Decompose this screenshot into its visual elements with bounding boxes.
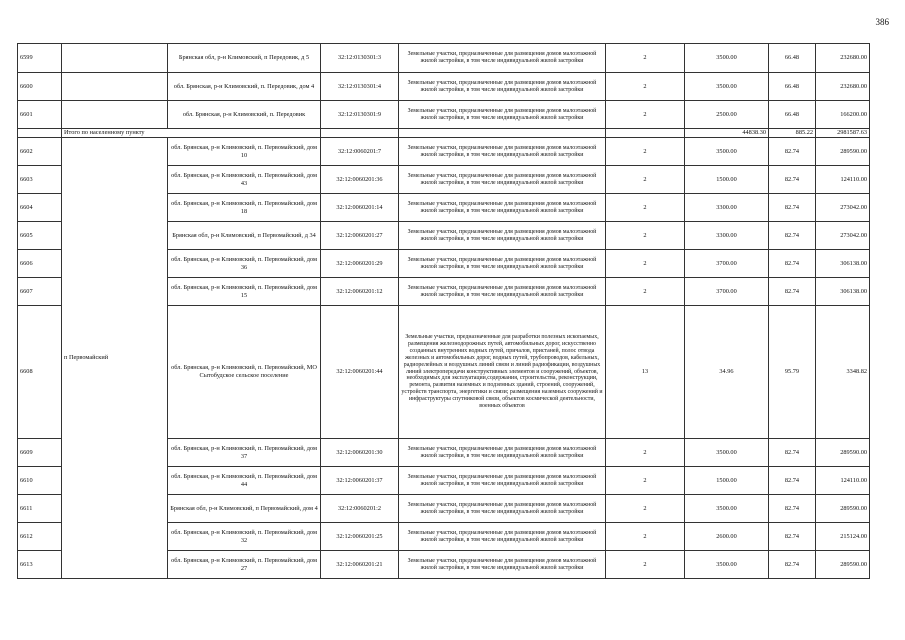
row-number: 6601 [18,101,62,129]
row-address: обл. Брянская, р-н Климовский, п. Первомайский, дом 18 [168,194,321,222]
row-rate: 82.74 [769,250,816,278]
row-area: 2600.00 [685,523,769,551]
row-area: 3500.00 [685,73,769,101]
row-cadastral-value: 215124.00 [816,523,870,551]
row-address: обл. Брянская, р-н Климовский, п. Первомайский, МО Сытобудское сельское поселение [168,306,321,439]
locality-name: п Первомайский [62,138,168,579]
empty-cell [62,73,168,101]
row-land-use: Земельные участки, предназначенные для размещения домов малоэтажной жилой застройки, в том числе индивидуальной жилой застройки [399,194,606,222]
row-category: 2 [606,250,685,278]
row-land-use: Земельные участки, предназначенные для размещения домов малоэтажной жилой застройки, в том числе индивидуальной жилой застройки [399,439,606,467]
row-category: 2 [606,44,685,73]
row-area: 3500.00 [685,551,769,579]
row-number: 6599 [18,44,62,73]
table-row [18,73,870,101]
row-address: обл. Брянская, р-н Климовский, п. Первомайский, дом 15 [168,278,321,306]
row-cadastral-number: 32:12:0130301:3 [321,44,399,73]
row-cadastral-value: 166200.00 [816,101,870,129]
row-land-use: Земельные участки, предназначенные для размещения домов малоэтажной жилой застройки, в том числе индивидуальной жилой застройки [399,101,606,129]
row-area: 3700.00 [685,278,769,306]
row-rate: 66.48 [769,73,816,101]
row-cadastral-number: 32:12:0060201:12 [321,278,399,306]
row-land-use: Земельные участки, предназначенные для размещения домов малоэтажной жилой застройки, в том числе индивидуальной жилой застройки [399,495,606,523]
row-number: 6611 [18,495,62,523]
rows-before-subtotal [18,44,870,129]
row-land-use: Земельные участки, предназначенные для размещения домов малоэтажной жилой застройки, в том числе индивидуальной жилой застройки [399,222,606,250]
row-rate: 66.48 [769,44,816,73]
row-address: обл. Брянская, р-н Климовский, п. Передовик, дом 4 [168,73,321,101]
row-cadastral-value: 124110.00 [816,467,870,495]
subtotal-section [18,129,870,138]
row-cadastral-value: 124110.00 [816,166,870,194]
row-rate: 82.74 [769,495,816,523]
row-address: обл. Брянская, р-н Климовский, п. Передовик [168,101,321,129]
row-rate: 82.74 [769,467,816,495]
rows-after-subtotal [18,138,870,579]
table-row [18,101,870,129]
row-cadastral-number: 32:12:0060201:7 [321,138,399,166]
row-cadastral-number: 32:12:0060201:21 [321,551,399,579]
row-land-use: Земельные участки, предназначенные для размещения домов малоэтажной жилой застройки, в том числе индивидуальной жилой застройки [399,44,606,73]
row-address: Брянская обл, р-н Климовский, п Первомайский, дом 4 [168,495,321,523]
subtotal-row [18,129,870,138]
row-category: 2 [606,222,685,250]
row-category: 2 [606,73,685,101]
row-rate: 66.48 [769,101,816,129]
row-cadastral-number: 32:12:0060201:25 [321,523,399,551]
row-area: 2500.00 [685,101,769,129]
empty-cell [62,44,168,73]
row-land-use: Земельные участки, предназначенные для размещения домов малоэтажной жилой застройки, в том числе индивидуальной жилой застройки [399,73,606,101]
row-category: 2 [606,551,685,579]
row-address: Брянская обл, р-н Климовский, п Передовик, д 5 [168,44,321,73]
row-address: обл. Брянская, р-н Климовский, п. Первомайский, дом 32 [168,523,321,551]
row-category: 2 [606,194,685,222]
subtotal-area: 44838.30 [685,129,769,138]
row-number: 6612 [18,523,62,551]
row-cadastral-value: 273042.00 [816,222,870,250]
row-cadastral-value: 289590.00 [816,495,870,523]
row-area: 3500.00 [685,439,769,467]
row-land-use: Земельные участки, предназначенные для разработки полезных ископаемых, размещения железнодорожных путей, автомобильных дорог, искусственно созданных внутренних водных путей, причалов, пристаней, полос отвода железных и автомобильных дорог, водных путей, трубопроводов, кабельных, радиорелейных и воздушных линий связи и линий радиофикации, воздушных линий электропередачи конструктивных элементов и сооружений, объектов, необходимых для эксплуатации,содержания, строительства, реконструкции, ремонта, развития наземных и подземных зданий, строений, сооружений, устройств транспорта, энергетики и связи; размещения наземных сооружений и инфраструктуры спутниковой связи, объектов космической деятельности, военных объектов [399,306,606,439]
row-land-use: Земельные участки, предназначенные для размещения домов малоэтажной жилой застройки, в том числе индивидуальной жилой застройки [399,278,606,306]
row-number: 6600 [18,73,62,101]
row-address: обл. Брянская, р-н Климовский, п. Первомайский, дом 10 [168,138,321,166]
row-land-use: Земельные участки, предназначенные для размещения домов малоэтажной жилой застройки, в том числе индивидуальной жилой застройки [399,551,606,579]
row-cadastral-value: 3348.82 [816,306,870,439]
row-rate: 82.74 [769,551,816,579]
row-address: обл. Брянская, р-н Климовский, п. Первомайский, дом 36 [168,250,321,278]
row-category: 2 [606,278,685,306]
row-rate: 82.74 [769,439,816,467]
row-area: 1500.00 [685,166,769,194]
row-cadastral-value: 232680.00 [816,44,870,73]
row-cadastral-number: 32:12:0060201:37 [321,467,399,495]
row-cadastral-number: 32:12:0060201:30 [321,439,399,467]
row-area: 1500.00 [685,467,769,495]
subtotal-empty-cell [321,129,399,138]
row-category: 2 [606,166,685,194]
row-area: 34.96 [685,306,769,439]
empty-cell [62,101,168,129]
row-area: 3500.00 [685,44,769,73]
row-area: 3500.00 [685,495,769,523]
row-rate: 82.74 [769,166,816,194]
row-cadastral-number: 32:12:0130301:9 [321,101,399,129]
row-cadastral-number: 32:12:0060201:27 [321,222,399,250]
row-land-use: Земельные участки, предназначенные для размещения домов малоэтажной жилой застройки, в том числе индивидуальной жилой застройки [399,250,606,278]
row-cadastral-value: 289590.00 [816,138,870,166]
row-cadastral-number: 32:12:0060201:29 [321,250,399,278]
row-address: обл. Брянская, р-н Климовский, п. Первомайский, дом 43 [168,166,321,194]
page-number: 386 [875,17,889,27]
row-category: 2 [606,523,685,551]
row-land-use: Земельные участки, предназначенные для размещения домов малоэтажной жилой застройки, в том числе индивидуальной жилой застройки [399,467,606,495]
cadastral-registry-table [17,43,870,579]
row-number: 6608 [18,306,62,439]
row-cadastral-number: 32:12:0060201:2 [321,495,399,523]
row-number: 6606 [18,250,62,278]
row-rate: 82.74 [769,138,816,166]
row-area: 3700.00 [685,250,769,278]
row-rate: 82.74 [769,523,816,551]
row-address: обл. Брянская, р-н Климовский, п. Первомайский, дом 44 [168,467,321,495]
row-area: 3300.00 [685,194,769,222]
row-number: 6602 [18,138,62,166]
row-category: 2 [606,439,685,467]
row-number: 6607 [18,278,62,306]
row-land-use: Земельные участки, предназначенные для размещения домов малоэтажной жилой застройки, в том числе индивидуальной жилой застройки [399,166,606,194]
row-category: 2 [606,495,685,523]
row-cadastral-value: 306138.00 [816,250,870,278]
row-category: 2 [606,467,685,495]
row-cadastral-value: 289590.00 [816,551,870,579]
row-rate: 82.74 [769,194,816,222]
row-cadastral-value: 273042.00 [816,194,870,222]
row-rate: 95.79 [769,306,816,439]
row-land-use: Земельные участки, предназначенные для размещения домов малоэтажной жилой застройки, в том числе индивидуальной жилой застройки [399,523,606,551]
row-category: 13 [606,306,685,439]
row-category: 2 [606,101,685,129]
row-cadastral-number: 32:12:0060201:36 [321,166,399,194]
row-address: обл. Брянская, р-н Климовский, п. Первомайский, дом 37 [168,439,321,467]
row-cadastral-number: 32:12:0130301:4 [321,73,399,101]
row-number: 6603 [18,166,62,194]
row-cadastral-value: 232680.00 [816,73,870,101]
row-number: 6609 [18,439,62,467]
row-category: 2 [606,138,685,166]
row-address: обл. Брянская, р-н Климовский, п. Первомайский, дом 27 [168,551,321,579]
row-number: 6604 [18,194,62,222]
row-area: 3300.00 [685,222,769,250]
row-area: 3500.00 [685,138,769,166]
row-address: Брянская обл, р-н Климовский, п Первомайский, д 34 [168,222,321,250]
subtotal-empty-cell [18,129,62,138]
subtotal-empty-cell [399,129,606,138]
subtotal-empty-cell [606,129,685,138]
table-row [18,138,870,166]
row-cadastral-number: 32:12:0060201:14 [321,194,399,222]
row-cadastral-value: 289590.00 [816,439,870,467]
subtotal-rate: 885.22 [769,129,816,138]
row-cadastral-number: 32:12:0060201:44 [321,306,399,439]
row-number: 6613 [18,551,62,579]
row-land-use: Земельные участки, предназначенные для размещения домов малоэтажной жилой застройки, в том числе индивидуальной жилой застройки [399,138,606,166]
row-rate: 82.74 [769,278,816,306]
subtotal-label: Итого по населенному пункту [62,129,321,138]
table-row [18,44,870,73]
subtotal-value: 2981587.63 [816,129,870,138]
row-rate: 82.74 [769,222,816,250]
row-number: 6610 [18,467,62,495]
row-cadastral-value: 306138.00 [816,278,870,306]
row-number: 6605 [18,222,62,250]
